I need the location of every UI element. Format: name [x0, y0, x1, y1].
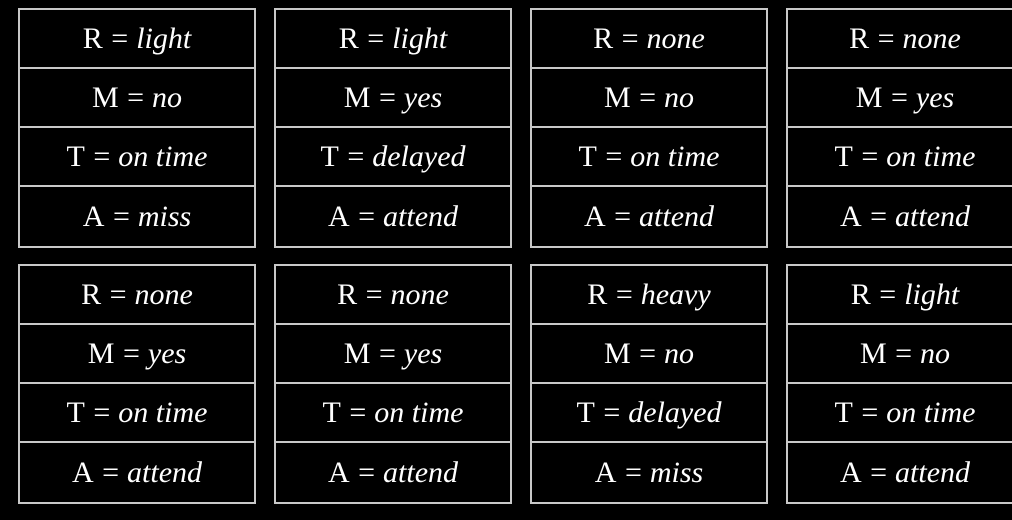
- equals-sign: =: [870, 455, 888, 489]
- attribute-row-attendance: [532, 187, 766, 246]
- attribute-value-transit: on time: [374, 395, 464, 429]
- attribute-label-transit: T: [66, 139, 86, 173]
- example-card: [18, 264, 256, 504]
- attribute-label-rain: R: [849, 21, 870, 55]
- attribute-row-rain: [532, 266, 766, 325]
- attribute-label-transit: T: [834, 139, 854, 173]
- equals-sign: =: [890, 80, 908, 114]
- example-card: [274, 264, 512, 504]
- equals-sign: =: [122, 336, 140, 370]
- attribute-value-mood: yes: [147, 336, 187, 370]
- example-card: [786, 264, 1012, 504]
- equals-sign: =: [127, 80, 145, 114]
- attribute-value-rain: light: [904, 277, 960, 311]
- attribute-row-rain: [20, 10, 254, 69]
- attribute-row-rain: [788, 10, 1012, 69]
- attribute-value-attendance: attend: [127, 455, 203, 489]
- attribute-label-rain: R: [850, 277, 872, 311]
- attribute-row-attendance: [276, 187, 510, 246]
- attribute-row-attendance: [788, 443, 1012, 502]
- equals-sign: =: [895, 336, 913, 370]
- equals-sign: =: [367, 21, 385, 55]
- attribute-value-transit: on time: [118, 139, 208, 173]
- equals-sign: =: [93, 139, 111, 173]
- equals-sign: =: [358, 199, 376, 233]
- example-card: [530, 8, 768, 248]
- attribute-value-transit: on time: [886, 395, 976, 429]
- attribute-label-rain: R: [81, 277, 102, 311]
- equals-sign: =: [621, 21, 639, 55]
- attribute-value-rain: none: [902, 21, 961, 55]
- attribute-row-transit: [276, 384, 510, 443]
- attribute-value-transit: on time: [630, 139, 720, 173]
- equals-sign: =: [605, 139, 623, 173]
- attribute-value-mood: no: [152, 80, 183, 114]
- equals-sign: =: [349, 395, 367, 429]
- example-card: [786, 8, 1012, 248]
- attribute-label-mood: M: [859, 336, 888, 370]
- attribute-value-mood: no: [664, 80, 695, 114]
- attribute-row-mood: [788, 325, 1012, 384]
- attribute-row-rain: [532, 10, 766, 69]
- attribute-value-transit: on time: [118, 395, 208, 429]
- attribute-row-attendance: [20, 443, 254, 502]
- attribute-value-mood: no: [664, 336, 695, 370]
- attribute-value-attendance: miss: [137, 199, 192, 233]
- attribute-label-attendance: A: [594, 455, 617, 489]
- equals-sign: =: [365, 277, 383, 311]
- attribute-value-rain: light: [136, 21, 192, 55]
- attribute-value-rain: none: [390, 277, 449, 311]
- attribute-row-mood: [276, 69, 510, 128]
- attribute-row-mood: [788, 69, 1012, 128]
- attribute-label-mood: M: [91, 80, 120, 114]
- attribute-label-rain: R: [82, 21, 104, 55]
- equals-sign: =: [603, 395, 621, 429]
- attribute-label-mood: M: [87, 336, 115, 370]
- equals-sign: =: [624, 455, 642, 489]
- attribute-label-transit: T: [834, 395, 854, 429]
- equals-sign: =: [861, 139, 879, 173]
- attribute-label-mood: M: [603, 336, 632, 370]
- equals-sign: =: [879, 277, 897, 311]
- equals-sign: =: [347, 139, 365, 173]
- attribute-value-mood: yes: [403, 80, 443, 114]
- attribute-row-mood: [20, 69, 254, 128]
- attribute-value-rain: none: [646, 21, 705, 55]
- attribute-label-mood: M: [343, 80, 371, 114]
- equals-sign: =: [378, 80, 396, 114]
- equals-sign: =: [877, 21, 895, 55]
- attribute-row-mood: [20, 325, 254, 384]
- attribute-row-transit: [532, 384, 766, 443]
- attribute-label-attendance: A: [839, 199, 863, 233]
- attribute-row-attendance: [788, 187, 1012, 246]
- attribute-row-transit: [20, 128, 254, 187]
- equals-sign: =: [639, 80, 657, 114]
- equals-sign: =: [615, 277, 633, 311]
- attribute-row-attendance: [276, 443, 510, 502]
- attribute-value-attendance: attend: [383, 455, 459, 489]
- attribute-label-mood: M: [343, 336, 371, 370]
- equals-sign: =: [614, 199, 632, 233]
- attribute-label-transit: T: [320, 139, 340, 173]
- attribute-value-transit: delayed: [372, 139, 466, 173]
- attribute-row-rain: [20, 266, 254, 325]
- equals-sign: =: [861, 395, 879, 429]
- equals-sign: =: [870, 199, 888, 233]
- attribute-label-rain: R: [593, 21, 614, 55]
- attribute-row-rain: [788, 266, 1012, 325]
- attribute-value-mood: yes: [915, 80, 955, 114]
- attribute-label-rain: R: [338, 21, 360, 55]
- attribute-value-attendance: attend: [639, 199, 715, 233]
- attribute-value-rain: heavy: [640, 277, 711, 311]
- attribute-value-attendance: attend: [895, 455, 971, 489]
- attribute-row-attendance: [20, 187, 254, 246]
- attribute-label-mood: M: [603, 80, 632, 114]
- attribute-row-attendance: [532, 443, 766, 502]
- equals-sign: =: [358, 455, 376, 489]
- attribute-value-transit: on time: [886, 139, 976, 173]
- attribute-value-mood: yes: [403, 336, 443, 370]
- attribute-label-attendance: A: [82, 199, 105, 233]
- attribute-row-mood: [276, 325, 510, 384]
- attribute-label-attendance: A: [583, 199, 607, 233]
- equals-sign: =: [93, 395, 111, 429]
- attribute-value-attendance: attend: [895, 199, 971, 233]
- attribute-row-transit: [532, 128, 766, 187]
- attribute-value-attendance: attend: [383, 199, 459, 233]
- attribute-value-rain: light: [392, 21, 448, 55]
- attribute-row-transit: [788, 384, 1012, 443]
- attribute-value-attendance: miss: [649, 455, 704, 489]
- attribute-row-transit: [788, 128, 1012, 187]
- attribute-label-attendance: A: [327, 199, 351, 233]
- attribute-row-rain: [276, 10, 510, 69]
- attribute-row-transit: [276, 128, 510, 187]
- attribute-row-mood: [532, 69, 766, 128]
- equals-sign: =: [111, 21, 129, 55]
- attribute-label-attendance: A: [839, 455, 863, 489]
- equals-sign: =: [112, 199, 130, 233]
- attribute-value-rain: none: [134, 277, 193, 311]
- attribute-label-transit: T: [66, 395, 86, 429]
- attribute-label-rain: R: [587, 277, 608, 311]
- attribute-value-transit: delayed: [628, 395, 722, 429]
- attribute-row-mood: [532, 325, 766, 384]
- example-card: [18, 8, 256, 248]
- equals-sign: =: [378, 336, 396, 370]
- attribute-label-rain: R: [337, 277, 358, 311]
- attribute-label-transit: T: [578, 139, 598, 173]
- example-card: [530, 264, 768, 504]
- attribute-label-transit: T: [576, 395, 596, 429]
- attribute-row-transit: [20, 384, 254, 443]
- attribute-row-rain: [276, 266, 510, 325]
- equals-sign: =: [102, 455, 120, 489]
- example-card: [274, 8, 512, 248]
- attribute-label-attendance: A: [71, 455, 95, 489]
- equals-sign: =: [109, 277, 127, 311]
- equals-sign: =: [639, 336, 657, 370]
- attribute-value-mood: no: [920, 336, 951, 370]
- attribute-label-attendance: A: [327, 455, 351, 489]
- attribute-label-mood: M: [855, 80, 883, 114]
- attribute-label-transit: T: [322, 395, 342, 429]
